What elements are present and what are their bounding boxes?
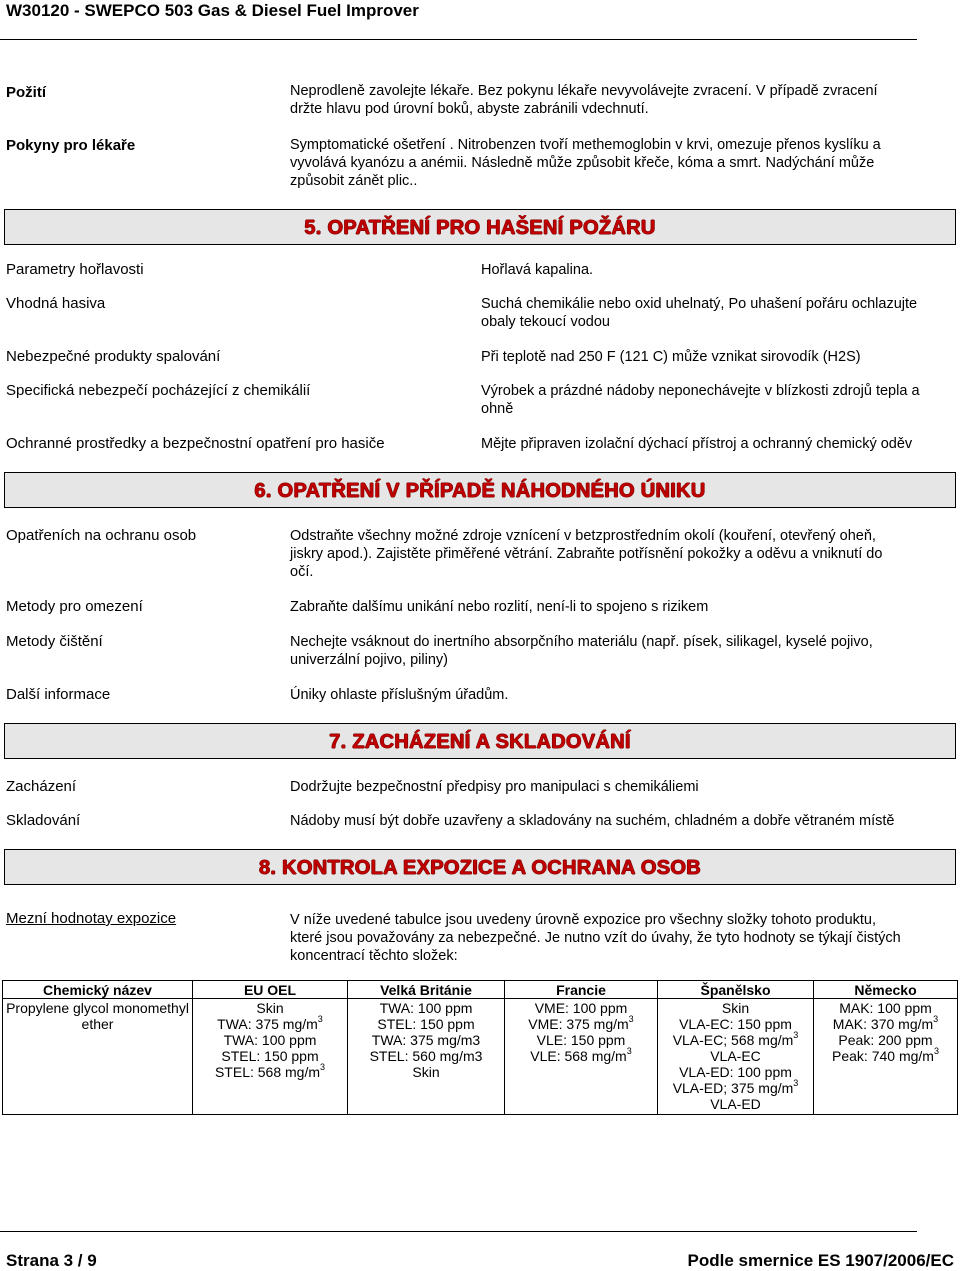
cell-line: ether xyxy=(81,1016,114,1032)
table-header-row xyxy=(3,981,958,999)
label-handling: Zacházení xyxy=(6,778,77,795)
cell-line: VLA-ED xyxy=(710,1096,761,1112)
cell-line: Skin xyxy=(412,1064,440,1080)
label-physician-notes: Pokyny pro lékaře xyxy=(6,137,136,154)
cell-line: Skin xyxy=(721,1000,750,1016)
label-personal-precautions: Opatřeních na ochranu osob xyxy=(6,527,197,544)
cell-line: STEL: 568 $mg/m^3$ xyxy=(214,1062,326,1080)
text-extinguishing-media: Suchá chemikálie nebo oxid uhelnatý, Po uhašení pořáru ochlazujte obaly tekoucí vodou xyxy=(481,296,918,330)
cell-line: VME: 100 ppm xyxy=(534,1000,628,1016)
cell-line: Skin xyxy=(256,1000,284,1016)
document-title: W30120 - SWEPCO 503 Gas & Diesel Fuel Improver xyxy=(6,1,419,20)
cell-line: STEL: 150 ppm xyxy=(377,1016,475,1032)
exposure-limits-table xyxy=(2,980,958,1115)
exposure-table-body xyxy=(3,999,958,1115)
cell-line: Peak: 740 $mg/m^3$ xyxy=(832,1046,939,1064)
text-personal-precautions: Odstraňte všechny možné zdroje vznícení v betzprostředním okolí (kouření, otevřený oheň, jiskry apod.). Zajistěte přiměřené větrání. Zabraňte potřísnění pokožky a oděvu a vniknutí do očí. xyxy=(290,528,883,580)
text-exposure-limits: V níže uvedené tabulce jsou uvedeny úrovně expozice pro všechny složky tohoto produktu, které jsou považovány za nebezpečné. Je nutno vzít do úvahy, že tyto hodnoty se týkají čistých koncentrací těchto složek: xyxy=(290,912,901,964)
cell-line: Peak: 200 ppm xyxy=(838,1032,933,1048)
column-header-eu-oel: EU OEL xyxy=(193,981,348,999)
cell-line: VLA-ED: 100 ppm xyxy=(679,1064,792,1080)
label-flammability: Parametry hořlavosti xyxy=(6,261,144,278)
column-header-france: Francie xyxy=(505,981,658,999)
label-exposure-limits: Mezní hodnotay expozice xyxy=(6,910,177,927)
regulation-reference: Podle smernice ES 1907/2006/EC xyxy=(687,1251,954,1270)
label-specific-hazards: Specifická nebezpečí pocházející z chemikálií xyxy=(6,382,311,399)
text-ingestion: Neprodleně zavolejte lékaře. Bez pokynu lékaře nevyvolávejte zvracení. V případě zvracení držte hlavu pod úrovní boků, abyste zabránili vdechnutí. xyxy=(290,83,878,117)
label-combustion-products: Nebezpečné produkty spalování xyxy=(6,348,221,365)
text-specific-hazards: Výrobek a prázdné nádoby neponechávejte v blízkosti zdrojů tepla a ohně xyxy=(481,383,920,417)
cell-line: MAK: 100 ppm xyxy=(839,1000,932,1016)
text-containment-methods: Zabraňte dalšímu unikání nebo rozlití, není-li to spojeno s rizikem xyxy=(290,599,709,615)
column-header-uk: Velká Británie xyxy=(348,981,505,999)
cell-line: VME: 375 $mg/m^3$ xyxy=(528,1014,634,1032)
footer-rule xyxy=(0,1231,917,1232)
text-combustion-products: Při teplotě nad 250 F (121 C) může vznikat sirovodík (H2S) xyxy=(481,349,861,365)
label-other-information: Další informace xyxy=(6,686,111,703)
table-cell-eu-oel xyxy=(193,999,348,1115)
label-ingestion: Požití xyxy=(6,84,46,101)
label-firefighter-protection: Ochranné prostředky a bezpečnostní opatření pro hasiče xyxy=(6,435,385,452)
cell-line: TWA: 100 ppm xyxy=(223,1032,317,1048)
text-storage: Nádoby musí být dobře uzavřeny a skladovány na suchém, chladném a dobře větraném místě xyxy=(290,813,895,829)
header-rule xyxy=(0,39,917,40)
page-number: Strana 3 / 9 xyxy=(6,1251,97,1270)
section-7-heading: 7. ZACHÁZENÍ A SKLADOVÁNÍ xyxy=(4,723,956,759)
cell-line: VLA-ED; 375 $mg/m^3$ xyxy=(672,1078,799,1096)
text-cleanup-methods: Nechejte vsáknout do inertního absorpčního materiálu (např. písek, silikagel, kyselé pojivo, univerzální pojivo, piliny) xyxy=(290,634,873,668)
label-storage: Skladování xyxy=(6,812,81,829)
table-cell-germany xyxy=(814,999,958,1115)
table-cell-uk xyxy=(348,999,505,1115)
label-extinguishing-media: Vhodná hasiva xyxy=(6,295,106,312)
cell-line: VLA-EC: 150 ppm xyxy=(679,1016,792,1032)
table-row xyxy=(3,999,958,1115)
table-cell-chemical-name xyxy=(3,999,193,1115)
section-5-heading: 5. OPATŘENÍ PRO HAŠENÍ POŽÁRU xyxy=(4,209,956,245)
column-header-chemical-name: Chemický název xyxy=(3,981,193,999)
table-cell-france xyxy=(505,999,658,1115)
cell-line: VLE: 568 $mg/m^3$ xyxy=(530,1046,632,1064)
column-header-spain: Španělsko xyxy=(658,981,814,999)
cell-line: Propylene glycol monomethyl xyxy=(6,1000,189,1016)
column-header-germany: Německo xyxy=(814,981,958,999)
section-6-heading: 6. OPATŘENÍ V PŘÍPADĚ NÁHODNÉHO ÚNIKU xyxy=(4,472,956,508)
cell-line: STEL: 560 mg/m3 xyxy=(369,1048,483,1064)
cell-line: TWA: 375 $mg/m^3$ xyxy=(217,1014,323,1032)
text-physician-notes: Symptomatické ošetření . Nitrobenzen tvoří methemoglobin v krvi, omezuje přenos kyslíku a vyvolává kyanózu a anémii. Následně může způsobit křeče, kóma a smrt. Nadýchání může způsobit zánět plic.. xyxy=(290,137,881,189)
table-cell-spain xyxy=(658,999,814,1115)
cell-line: TWA: 375 mg/m3 xyxy=(371,1032,481,1048)
section-8-heading: 8. KONTROLA EXPOZICE A OCHRANA OSOB xyxy=(4,849,956,885)
cell-line: VLA-EC; 568 $mg/m^3$ xyxy=(672,1030,799,1048)
text-handling: Dodržujte bezpečnostní předpisy pro manipulaci s chemikáliemi xyxy=(290,779,699,795)
label-containment-methods: Metody pro omezení xyxy=(6,598,143,615)
text-firefighter-protection: Mějte připraven izolační dýchací přístroj a ochranný chemický oděv xyxy=(481,436,913,452)
label-cleanup-methods: Metody čištění xyxy=(6,633,103,650)
cell-line: VLE: 150 ppm xyxy=(536,1032,626,1048)
cell-line: VLA-EC xyxy=(710,1048,761,1064)
cell-line: TWA: 100 ppm xyxy=(379,1000,473,1016)
cell-line: STEL: 150 ppm xyxy=(221,1048,319,1064)
text-other-information: Úniky ohlaste příslušným úřadům. xyxy=(290,687,509,703)
cell-line: MAK: 370 $mg/m^3$ xyxy=(832,1014,939,1032)
text-flammability: Hořlavá kapalina. xyxy=(481,262,594,278)
